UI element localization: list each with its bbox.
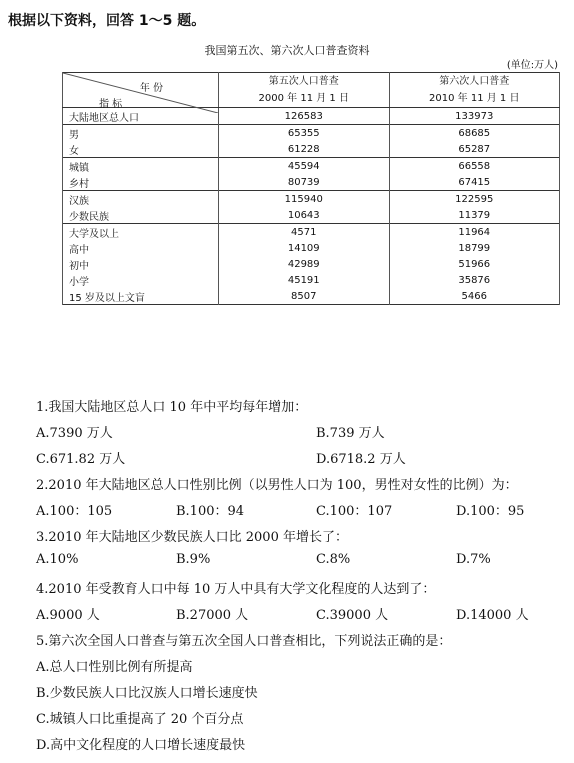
cell-value: 45191 bbox=[219, 272, 390, 288]
answer-option[interactable]: C.城镇人口比重提高了 20 个百分点 bbox=[36, 712, 244, 727]
column-header-line2: 2000 年 11 月 1 日 bbox=[258, 93, 349, 104]
column-header-line1: 第五次人口普查 bbox=[268, 76, 339, 87]
cell-value: 67415 bbox=[389, 174, 560, 191]
cell-value: 115940 bbox=[219, 191, 390, 208]
table-header-row bbox=[63, 73, 560, 108]
table-row bbox=[63, 256, 560, 272]
column-header-fifth bbox=[219, 73, 390, 108]
cell-value: 10643 bbox=[219, 207, 390, 224]
column-header-line1: 第六次人口普查 bbox=[439, 76, 510, 87]
row-label: 大陆地区总人口 bbox=[63, 108, 219, 125]
cell-value: 65355 bbox=[219, 125, 390, 142]
answer-option[interactable]: A.10% bbox=[36, 552, 79, 567]
question-text: 3.2010 年大陆地区少数民族人口比 2000 年增长了： bbox=[36, 530, 348, 545]
cell-value: 66558 bbox=[389, 158, 560, 175]
row-label: 男 bbox=[63, 125, 219, 142]
table-row bbox=[63, 272, 560, 288]
cell-value: 126583 bbox=[219, 108, 390, 125]
row-label: 15 岁及以上文盲 bbox=[63, 288, 219, 305]
table-row bbox=[63, 207, 560, 224]
table-row bbox=[63, 288, 560, 305]
cell-value: 133973 bbox=[389, 108, 560, 125]
cell-value: 80739 bbox=[219, 174, 390, 191]
cell-value: 42989 bbox=[219, 256, 390, 272]
answer-option[interactable]: C.39000 人 bbox=[316, 608, 389, 623]
cell-value: 35876 bbox=[389, 272, 560, 288]
answer-option[interactable]: B.739 万人 bbox=[316, 426, 385, 441]
table-row bbox=[63, 240, 560, 256]
cell-value: 4571 bbox=[219, 224, 390, 241]
row-label: 初中 bbox=[63, 256, 219, 272]
census-table bbox=[62, 72, 560, 305]
cell-value: 61228 bbox=[219, 141, 390, 158]
row-label: 高中 bbox=[63, 240, 219, 256]
table-row bbox=[63, 174, 560, 191]
row-label: 女 bbox=[63, 141, 219, 158]
row-label: 城镇 bbox=[63, 158, 219, 175]
cell-value: 11964 bbox=[389, 224, 560, 241]
answer-option[interactable]: C.100：107 bbox=[316, 504, 393, 519]
cell-value: 11379 bbox=[389, 207, 560, 224]
answer-option[interactable]: D.6718.2 万人 bbox=[316, 452, 406, 467]
answer-option[interactable]: A.9000 人 bbox=[36, 608, 100, 623]
answer-option[interactable]: D.高中文化程度的人口增长速度最快 bbox=[36, 738, 246, 753]
column-header-line2: 2010 年 11 月 1 日 bbox=[429, 93, 520, 104]
answer-option[interactable]: A.7390 万人 bbox=[36, 426, 113, 441]
row-label: 乡村 bbox=[63, 174, 219, 191]
answer-option[interactable]: B.100：94 bbox=[176, 504, 245, 519]
question-text: 1.我国大陆地区总人口 10 年中平均每年增加： bbox=[36, 400, 308, 415]
answer-option[interactable]: C.671.82 万人 bbox=[36, 452, 126, 467]
cell-value: 51966 bbox=[389, 256, 560, 272]
cell-value: 14109 bbox=[219, 240, 390, 256]
question-text: 5.第六次全国人口普查与第五次全国人口普查相比，下列说法正确的是： bbox=[36, 634, 452, 649]
row-label: 少数民族 bbox=[63, 207, 219, 224]
cell-value: 45594 bbox=[219, 158, 390, 175]
row-label: 汉族 bbox=[63, 191, 219, 208]
unit-note: (单位:万人) bbox=[506, 60, 558, 71]
row-label: 小学 bbox=[63, 272, 219, 288]
question-text: 2.2010 年大陆地区总人口性别比例（以男性人口为 100，男性对女性的比例）为： bbox=[36, 478, 518, 493]
answer-option[interactable]: A.总人口性别比例有所提高 bbox=[36, 660, 193, 675]
answer-option[interactable]: A.100：105 bbox=[36, 504, 113, 519]
column-header-sixth bbox=[389, 73, 560, 108]
cell-value: 8507 bbox=[219, 288, 390, 305]
table-title: 我国第五次、第六次人口普查资料 bbox=[204, 44, 370, 57]
answer-option[interactable]: D.7% bbox=[456, 552, 491, 567]
answer-option[interactable]: B.9% bbox=[176, 552, 211, 567]
cell-value: 65287 bbox=[389, 141, 560, 158]
table-corner-header bbox=[63, 73, 219, 108]
answer-option[interactable]: B.27000 人 bbox=[176, 608, 249, 623]
corner-indicator-label: 指 标 bbox=[99, 99, 123, 110]
cell-value: 18799 bbox=[389, 240, 560, 256]
cell-value: 122595 bbox=[389, 191, 560, 208]
table-row bbox=[63, 158, 560, 175]
table-row bbox=[63, 224, 560, 241]
answer-option[interactable]: B.少数民族人口比汉族人口增长速度快 bbox=[36, 686, 258, 701]
table-body bbox=[63, 108, 560, 305]
question-text: 4.2010 年受教育人口中每 10 万人中具有大学文化程度的人达到了： bbox=[36, 582, 436, 597]
corner-year-label: 年 份 bbox=[139, 83, 163, 94]
row-label: 大学及以上 bbox=[63, 224, 219, 241]
answer-option[interactable]: D.100：95 bbox=[456, 504, 525, 519]
table-row bbox=[63, 125, 560, 142]
answer-option[interactable]: C.8% bbox=[316, 552, 351, 567]
cell-value: 5466 bbox=[389, 288, 560, 305]
cell-value: 68685 bbox=[389, 125, 560, 142]
table-row bbox=[63, 141, 560, 158]
table-row bbox=[63, 191, 560, 208]
answer-option[interactable]: D.14000 人 bbox=[456, 608, 529, 623]
instruction-heading: 根据以下资料，回答 1～5 题。 bbox=[8, 13, 206, 29]
